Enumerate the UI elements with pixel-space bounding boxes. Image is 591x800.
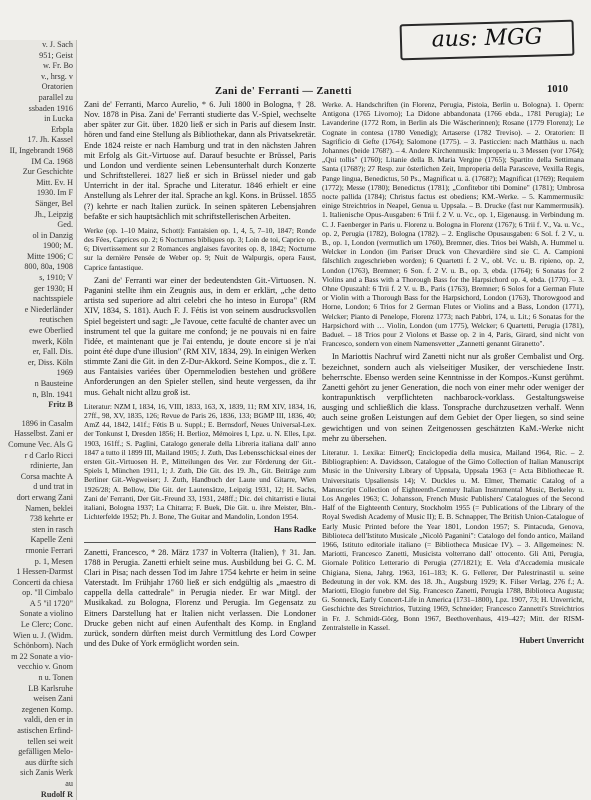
sliver-line: n u. Tonen [38, 673, 73, 683]
sliver-line: m 22 Sonate a vio- [11, 651, 73, 661]
sliver-line: 1 Hessen-Darmst [16, 567, 73, 577]
sliver-line: Namen, beklei [25, 503, 73, 513]
works-title: Werke (op. 1–10 Mainz, Schott): [84, 225, 185, 235]
sliver-line: 1969 [56, 368, 73, 378]
sliver-line: aus dürfte sich [25, 757, 73, 767]
sliver-line: e Niederländer [24, 304, 73, 314]
sliver-line: 1900; M. [42, 241, 73, 251]
works-list: Werke. A. Handschriften (in Florenz, Perugia, Pistoia, Berlin u. Bologna). 1. Opern: Antigona (1765 Livorno); La Didone abbandonata (1766 ebda., 1781 Perugia); Le Lavanderine (1772 Rom, in Berlin als Die Wäscherinnen); Rosane (1779 Florenz); Le Cognate in contesa (1780 Venedig); Artaserse (1782 Treviso). – 2. Oratorien: Il Sagrificio di Gefte (1764); Salomone (1775). – 3. Pasticcien: nach Matthäus u. nach Johannes (beide 1768?). – 4. Andere Kirchenmusik: Improperia u. 3 Messen (vor 1764); „Qui tollis" (1760); Litanie della B. Maria Vergine (1765); Spartito della Settimana Santa (1768?); 27 Resp. zur österlichen Zeit, Improperia della Parasceve, Vexilla Regis, Pange lingua, Benedictus, 50 Ps., Magnificat u. ä. (1768?); Magnificat (1769); Requiem (1772); Messe (1780); Benedictus (1781); „Confitebor tibi Domine" (1781); Umbrosa nocte pallida (1784); Christus factus est obediens; KM.-Werke. – 5. Kammermusik: einige Streichtrios in Neapel, Genua u. Uppsala. – B. Drucke (fast nur Kammermusik). 1. Italienische Opus-Ausgaben: 6 Trii f. 2 V. u. Vc., op. 1, Eigenausg. in Verbindung m. C. J. Faenberger in Paris u. Florenz u. Bologna in Florenz (1767); 6 Trii f. V., Va. u. Vc., op. 2, Perugia (1782), Bologna (1782). – 2. Englische Opusausgaben: 6 Sol. f. 2 V., u. B., op. 1, London (vermutlich um 1760), Bremner, dies. Trios bei Walsh, A. Hummel u. Welcker in London (im Pariser Druck von Chevardière sind sie C. A. Campioni fälschlich zugeschrieben worden); 6 Quartetti f. 2 V., obl. Vc. u. B. ripieno, op. 2, London (1763), Bremner; 6 Son. f. 2 V. u. B., op. 3, ebda. (1764); 6 Sonatas for 2 Violins and a Bass with a Thorough Bass for the Harpsichord op. 4, ebda. (1770). – 3. Ohne Opuszahl: 6 Trii f. 2 V. u. B., Paris (1763), Bremner; 6 Solos for a German Flute or Violin with a Thorough Bass for the Harpsichord, London (1763), Thorowgood and Horne, London; 6 Trios for 2 German Flutes or Violins and a Bass, London (1771), Welcker; Pianto di Penelope, Florenz 1773; nach Pabbri, 174, u. Lit.; 6 Sonatas for the Harpsichord with … Violin, London (um 1775), Welcker; 6 Quartetti, Perugia (1781), Baduel. – 18 Trios pour 2 Violons et Basse op. 2 in 4, Paris, Girard, sind nicht von Francesco, sondern von einem Namensvetter „Zannetti genannt Giranetto". [322, 100, 584, 349]
sliver-line: sich Zanis Werk [20, 768, 73, 778]
sliver-line: IM Ca. 1968 [31, 156, 73, 166]
literature-list: Literatur: NZM I, 1834, 16, VIII, 1833, 163, X, 1839, 11; RM XIV, 1834, 16, 27ff., 98, XV, 1835, 126; Revue de Paris 26, 1836, 133; BGMP III, 1836, 40; AmZ 44, 1842, 141f.; Fétis B u. Suppl.; E. Bernsdorf, Neues Universal-Lex. der Tonkunst I, Dresden 1856; H. Berlioz, Mémoires I, Lpz. u. N. Elles, Lpz. 1903, 161ff.; S. Paglini, Catalogo generale della Libreria italiana dall' anno 1847 a tutto il 1899 III, Mailand 1905; J. Zuth, Das Lebensschicksal eines der ersten Git.-Virtuosen H. P., Mitteilungen des Ver. zur Förderung der Git.-Spiels I, München 1911, 1; J. Zuth, Die Git. des 19. Jh., Git. Beiträge zum Berliner Git.-Wegweiser; J. Zuth, Handbuch der Laute und Gitarre, Wien 1926/28; A. Bellow, Die Git. der Lautensätze, Leipzig 1931, 12; H. Sachs, Zani de' Ferranti, Der Git.-Freund 33, 1931, 248ff.; Dic. dei chitarristi e liutai italiani, Bologna 1937; La Chitarra; F. Buek, Die Git. u. ihre Meister, Bln.-Lichterfelde 1952; Ph. J. Bone, The Guitar and Mandolin, London 1954. [84, 401, 316, 522]
sliver-line: r d Carlo Ricci [24, 450, 73, 460]
sliver-line: Concerti da chiesa [12, 577, 73, 587]
sliver-line: Erbpla [51, 124, 73, 134]
sliver-line: 951; Geist [39, 50, 73, 60]
sliver-line: sten in rasch [32, 524, 73, 534]
sliver-line: LB Karlsruhe [28, 683, 73, 693]
article-paragraph: Zani de' Ferranti war einer der bedeutendsten Git.-Virtuosen. N. Paganini stellte ihm ein Zeugnis aus, in dem er erklärt, „che detto artista sed superiore ad altri celebri che ho inteso in Europa" (RM XIV, 1834, S. 181). Auch F. J. Fétis ist von seinem ausdrucksvollen Spiel begeistert und sagt: „Je l'avoue, cette faculté de chanter avec un instrument tel que la guitare me confond; je ne pouvais ni en faire l'idée, et maintenant que je l'ai entendu, je doute encore si je n'ai point été dupe d'une illusion" (RM XIV, 1834, 29). In einigen Werken stimmte Zani die Git. in den Z-Dur-Akkord. Seine Kompos., die z. T. aus Fantaisies variées über Opernmelodien bestehen und größere Anforderungen an den Spieler stellen, sind heute vergessen, da ihr mus. Gehalt nicht allzu groß ist. [84, 275, 316, 397]
sliver-line: zegenen Komp. [21, 704, 73, 714]
sliver-line: astischen Erfind- [17, 726, 73, 735]
sliver-line: in Lucka [44, 114, 73, 124]
sliver-line: s, 1910; V [39, 273, 73, 283]
sliver-line: II, Ingebrandt 1968 [9, 145, 73, 155]
author-signature: Hubert Unverricht [519, 635, 584, 645]
sliver-line: nachtsspiele [32, 294, 73, 304]
sliver-line: ger 1930; H [33, 283, 73, 293]
sliver-text-block [0, 40, 76, 400]
sliver-line: Schönborn). Nach [13, 641, 73, 651]
right-column [322, 100, 584, 800]
sliver-line: 1930. Im F [36, 188, 73, 198]
sliver-text-block [0, 419, 76, 790]
sliver-signature: Rudolf R [40, 789, 73, 799]
sliver-line: 17. Jh. Kassel [27, 135, 73, 145]
running-head: Zani de' Ferranti — Zanetti [215, 86, 352, 97]
left-column [84, 100, 316, 800]
sliver-line: Mitte 1906; C [27, 251, 73, 261]
works-text: Fantaisien op. 1, 4, 5, 7–10, 1847; Ronde des Fées, Caprices op. 2; 6 Nocturnes bibliques op. 3; Loin de toi, Caprice op. 6; Divertissement sur 2 Romances anglaises favorites op. 8, 1842; Nocturne sur la dernière Pensée de Weber op. 9; Nuit de Walpurgis, opera Faust, Caprice fantastique. [84, 225, 316, 272]
sliver-line: nwerk, Köln [32, 336, 73, 346]
sliver-line: Oratorien [41, 82, 73, 92]
sliver-line: 1896 in Casalm [21, 418, 73, 428]
article-divider [84, 542, 316, 543]
sliver-line: parallel zu [38, 92, 73, 102]
sliver-line: w. Fr. Bo [43, 61, 73, 71]
author-signature: Hans Radke [273, 525, 316, 535]
sliver-line: Zur Geschichte [22, 167, 73, 177]
handwritten-note: aus: MGG [400, 20, 575, 61]
sliver-line: rdinierte, Jan [30, 461, 73, 471]
literature-list: Literatur. 1. Lexika: EitnerQ; Enciclopedia della musica, Mailand 1964, Ric. – 2. Bibliographien: A. Davidsson, Catalogue of the Gimo Collection of Italian Manuscript Music in the University Library of Uppsala, Uppsala 1963 (= Acta Bibliothecae R. Universitatis Upsaliensis 14); V. Duckles u. M. Elmer, Thematic Catalog of a Manuscript Collection of Eighteenth-Century Italian Instrumental Music, Berkeley u. Los Angeles 1963; C. Johansson, French Music Publishers' Catalogues of the Second Half of the Eighteenth Century, Stockholm 1955 (= Publications of the Library of the Royal Swedish Academy of Music II); E. B. Schnapper, The British Union-Catalogue of Early Music Printed before the Year 1801, London 1957; S. Pintacuda, Genova, Biblioteca dell'Istituto Musicale „Nicolò Paganini": Catalogo del fondo antico, Mailand 1966, Istituto editoriale italiano (= Bibliotheca Musicae IV). – 3. Allgemeines: N. Mariotti, Francesco Zanetti, Musicista volterrano dall' ottocento. Gli Atti, Perugia, Giornale Politico Letterario di Perugia (27/1821); E. Vela d'Accademia musicale Chigiana, Siena, Jahrg. 1963, 161–183; K. G. Fellerer, Der Palestrinastil u. seine Bedeutung in der vok. KM. des 18. Jh., Augsburg 1929; K. Filser Verlag, 276 f.; A. Mariotti, Elogio funebre del Sig. Francesco Zanetti, Perugia 1788, Biblioteca Augusta; G. Sonneck, Early Concert-Life in America (1731–1800), Lpz. 1907, 73; H. Unverricht, Geschichte des Streichtrios, Tutzing 1969, Schneider; Francesco Zannetti's Streichtrios in Fr. J. Schmidt-Görg, Bonn 1967, Beethovenhaus, 419–427; Mitt. der RISM-Zentralstelle in Kassel. [322, 447, 584, 632]
sliver-line: valdi, den er in [23, 715, 73, 725]
sliver-line: Corsa machte A [20, 471, 73, 481]
article-biography: Zani de' Ferranti, Marco Aurelio, * 6. Juli 1800 in Bologna, † 28. Nov. 1878 in Pisa. Zani de' Ferranti studierte das V.-Spiel, wechselte aber später zur Git. über. 1820 ließ er sich in Paris auf diesem Instr. hören und fand eine Stellung als Bibliothekar, dann als Privatsekretär. Ende 1824 reiste er nach Hamburg und trat in den nächsten Jahren mit Erfolg als Git.-Virtuose auf. Darauf besuchte er Brüssel, Paris und London und verdiente seinen Lebensunterhalt durch Konzerte und Schriftstellerei. 1827 ließ er sich in Brüssel nieder und gab Unterricht in der ital. Sprache und Literatur. 1846 erhielt er eine Anstellung als Lehrer der ital. Sprache an kgl. Kons. in Brüssel. 1855 (?) kehrte er nach Italien zurück. In seinen späteren Lebensjahren befaßte er sich hauptsächlich mit schriftstellerischen Arbeiten. [84, 100, 316, 221]
sliver-line: op. "Il Cimbalo [22, 588, 73, 598]
sliver-line: dort erwang Zani [16, 492, 73, 502]
sliver-line: v. J. Sach [42, 40, 73, 49]
sliver-line: rmonie Ferrari [25, 545, 73, 555]
sliver-line: v., hrsg. v [41, 71, 73, 81]
sliver-line: ssbaden 1916 [28, 103, 73, 113]
sliver-line: Kapelle Zeni [30, 535, 73, 545]
sliver-line: er, Fall. Dis. [32, 347, 73, 357]
sliver-line: ewe Oberlied [29, 326, 73, 336]
sliver-line: Sänger, Bel [35, 198, 73, 208]
sliver-line: 738 kehrte er [29, 514, 73, 524]
sliver-line: Wien u. J. (Widm. [13, 630, 73, 640]
sliver-line: d und trat in [33, 482, 73, 492]
page-number: 1010 [547, 84, 568, 95]
sliver-line: weisen Zani [33, 694, 73, 704]
sliver-line: p. 1, Mesen [34, 556, 73, 566]
sliver-line: vecchio v. Gnom [17, 662, 73, 672]
sliver-line: tellen sei weit [27, 736, 73, 746]
sliver-line: 800, 80a, 1908 [24, 262, 73, 272]
sliver-line: A 5 "il 1720" [29, 598, 73, 608]
sliver-line: au [65, 778, 73, 788]
sliver-line: n Bausteine [34, 379, 73, 388]
sliver-line: Hasselbst. Zani er [14, 429, 73, 439]
works-list [84, 226, 316, 272]
sliver-line: ol in Danzig [32, 230, 73, 240]
sliver-line: Comune Vec. Als G [8, 439, 73, 449]
sliver-line: Sonate a violino [19, 609, 73, 619]
sliver-line: Le Clerc; Conc. [20, 620, 73, 630]
article-paragraph: In Mariottis Nachruf wird Zanetti nicht nur als großer Cembalist und Org. bezeichnet, sondern auch als vielseitiger Musiker, der verschiedene Instr. beherrschte. Ebenso werden seine Kenntnisse in der Kompos.-Kunst gerühmt. Zanetti gehört zu jener Generation, die noch von einer mehr oder weniger der kontrapunktisch verpflichteten nachbarock-vorklass. Gestaltungsweise ausging und schließlich die klass. Tonsprache durchzusetzen verhalf. Wenn auch seine großen Leistungen auf dem Gebiet der Oper liegen, so sind seine gewichtigen und von seinen Zeitgenossen geschätzten KaM.-Werke nicht mehr zu übersehen. [322, 352, 584, 443]
sliver-line: reutischen [39, 315, 73, 325]
sliver-line: gefälligen Melo- [18, 747, 73, 757]
sliver-line: Jh., Leipzig [34, 209, 73, 219]
sliver-line: n, Bln. 1941 [32, 389, 73, 399]
sliver-line: Mitt. Ev. H [36, 177, 73, 187]
sliver-signature: Fritz B [48, 400, 73, 410]
sliver-line: Ged. [57, 220, 73, 230]
previous-page-sliver [0, 40, 77, 800]
article-biography: Zanetti, Francesco, * 28. März 1737 in Volterra (Italien), † 31. Jan. 1788 in Perugia. Zanetti erhielt seine mus. Ausbildung bei G. C. M. Clari in Pisa; nach dessen Tod im Jahre 1754 kehrte er heim in seine Vaterstadt. Im Frühjahr 1760 ließ er sich endgültig als „maestro di cappella della cattedrale" in Perugia nieder. Er war Mitgl. der Musikakad. zu Bologna, Florenz und Perugia. Im Gegensatz zu Eitners Darstellung hat er Italien nicht verlassen. Die Londoner Drucke geben nicht auf einen Aufenthalt des Komp. in England zurück, sondern dürften meist durch Vermittlung des Lord Cowper und des Duke of York ermöglicht worden sein. [84, 547, 316, 648]
sliver-line: er, Diss. Köln [27, 357, 73, 367]
